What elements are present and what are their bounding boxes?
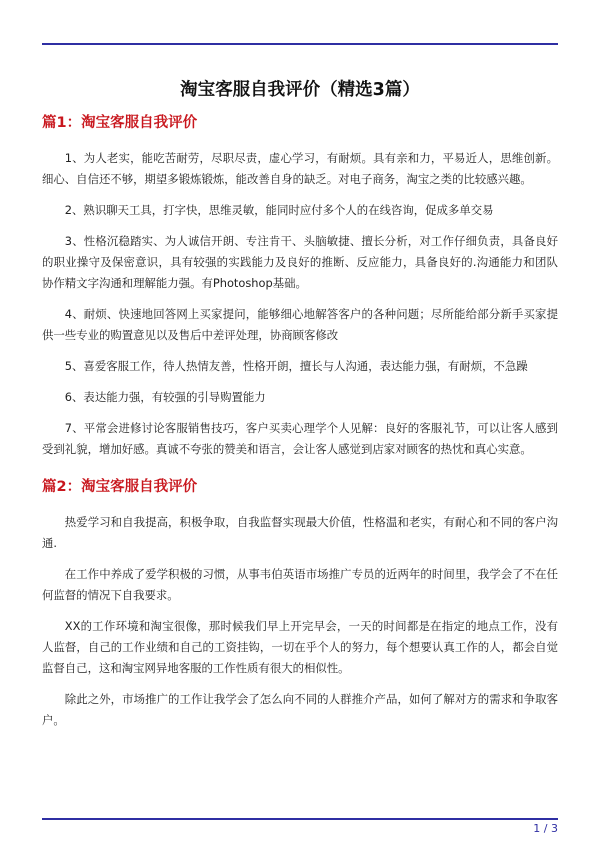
paragraph: 5、喜爱客服工作，待人热情友善，性格开朗，擅长与人沟通，表达能力强，有耐烦，不急躁 — [64, 359, 528, 373]
section-heading-1: 篇1：淘宝客服自我评价 — [42, 115, 198, 131]
document-body — [42, 112, 558, 741]
paragraph: 1、为人老实，能吃苦耐劳，尽职尽责，虚心学习，有耐烦。具有亲和力，平易近人，思维创新。细心、自信还不够，期望多锻炼锻炼，能改善自身的缺乏。对电子商务，淘宝之类的比较感兴趣。 — [42, 151, 558, 186]
paragraph: 4、耐烦、快速地回答网上买家提问，能够细心地解答客户的各种问题；尽所能给部分新手买家提供一些专业的购置意见以及售后中差评处理，协商顾客修改 — [42, 307, 558, 342]
paragraph: 除此之外，市场推广的工作让我学会了怎么向不同的人群推介产品，如何了解对方的需求和争取客户。 — [42, 692, 558, 727]
paragraph: 热爱学习和自我提高，积极争取，自我监督实现最大价值，性格温和老实，有耐心和不同的客户沟通. — [42, 515, 558, 550]
document-title: 淘宝客服自我评价（精选3篇） — [180, 80, 420, 100]
paragraph: 3、性格沉稳踏实、为人诚信开朗、专注肯干、头脑敏捷、擅长分析，对工作仔细负责，具备良好的职业操守及保密意识，具有较强的实践能力及良好的推断、反应能力，具备良好的.沟通能力和团队协作精文字沟通和理解能力强。有Photoshop基础。 — [42, 234, 558, 290]
paragraph: 6、表达能力强，有较强的引导购置能力 — [64, 390, 266, 404]
paragraph: 2、熟识聊天工具，打字快，思维灵敏，能同时应付多个人的在线咨询，促成多单交易 — [64, 203, 494, 217]
page-indicator: 1 / 3 — [533, 822, 558, 835]
paragraph: 在工作中养成了爱学积极的习惯，从事韦伯英语市场推广专员的近两年的时间里，我学会了不在任何监督的情况下自我要求。 — [42, 567, 558, 602]
paragraph: 7、平常会进修讨论客服销售技巧，客户买卖心理学个人见解：良好的客服礼节，可以让客人感到受到礼貌，增加好感。真诚不夸张的赞美和语言，会让客人感觉到店家对顾客的热忱和真心实意。 — [42, 421, 558, 456]
section-heading-2: 篇2：淘宝客服自我评价 — [42, 479, 198, 495]
header-rule — [42, 43, 558, 45]
paragraph: XX的工作环境和淘宝很像，那时候我们早上开完早会，一天的时间都是在指定的地点工作，没有人监督，自己的工作业绩和自己的工资挂钩，一切在乎个人的努力，每个想要认真工作的人，都会自觉监督自己，这和淘宝网异地客服的工作性质有很大的相似性。 — [42, 619, 558, 675]
footer-rule — [42, 818, 558, 820]
